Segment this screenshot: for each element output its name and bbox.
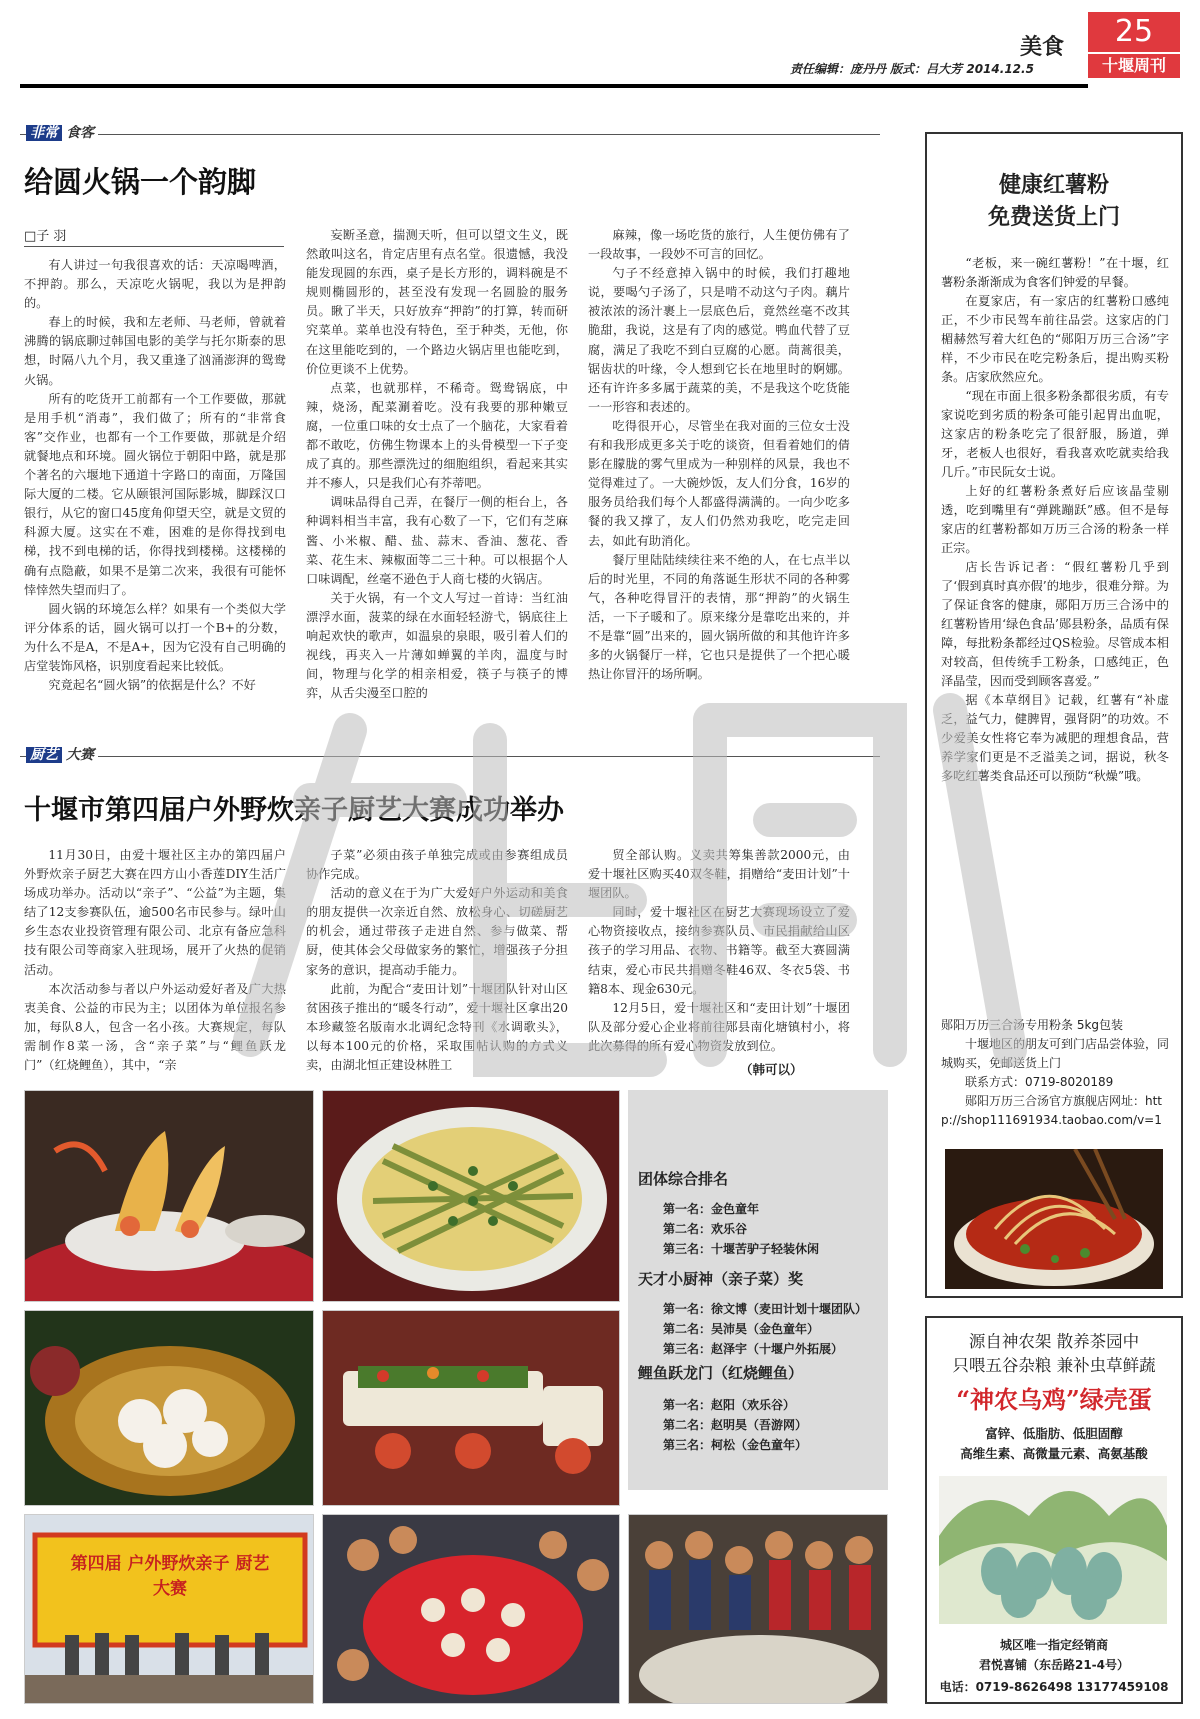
- ad-paragraph: “老板，来一碗红薯粉！”在十堰，红薯粉条渐渐成为食客们钟爱的早餐。: [941, 256, 1169, 289]
- photo-crowd-table: [322, 1514, 620, 1704]
- article-paragraph: 妄断圣意，揣测天听，但可以望文生义，既然敢叫这名，肯定店里有点名堂。很遗憾，我没能发现圆的东西，桌子是长方形的，调料碗是不规则椭圆形的，甚至没有发现一名圆脸的服务员。瞅了半天，只好放弃“押韵”的打算，转而研究菜单。菜单也没有特色，至于种类，无他，你在这里能吃到的，一个路边火锅店里也能吃到，价位更谈不上优势。: [306, 228, 568, 376]
- photo-noodle-bowl: [945, 1149, 1163, 1289]
- section-rule: [20, 756, 880, 757]
- ad-paragraph: 据《本草纲目》记载，红薯有“补虚乏，益气力，健脾胃，强肾阴”的功效。不少爱美女性将它奉为减肥的理想食品，营养学家们更是不乏溢美之词，据说，秋冬多吃红薯类食品还可以预防“秋燥”哦。: [941, 693, 1169, 783]
- photo-lattice-pastry-dish: [322, 1090, 620, 1302]
- masthead: [0, 0, 1200, 90]
- results-group-title: 鲤鱼跃龙门（红烧鲤鱼）: [638, 1364, 804, 1382]
- product-delivery: 十堰地区的朋友可到门店品尝体验，同城购买，免邮送货上门: [941, 1037, 1170, 1070]
- publication-brand: 十堰周刊: [1088, 54, 1180, 78]
- product-store-url[interactable]: 郧阳万历三合汤官方旗舰店网址：http://shop111691934.taobao.com/v=1: [941, 1094, 1163, 1127]
- article-paragraph: 活动的意义在于为广大爱好户外运动和美食的朋友提供一次亲近自然、放松身心、切磋厨艺的机会，通过带孩子走进自然、参与做菜、帮厨，使其体会父母做家务的繁忙，增强孩子分担家务的意识，提高动手能力。: [306, 886, 568, 977]
- egg-ad-feature-2: 高维生素、高微量元素、高氨基酸: [960, 1446, 1148, 1461]
- ad-paragraph: “现在市面上很多粉条都很劣质，有专家说吃到劣质的粉条可能引起胃出血呢，这家店的粉条吃完了很舒服，肠道，弹牙，老板人也很好，看我喜欢吃就卖给我几斤。”市民阮女士说。: [941, 389, 1169, 479]
- section-name: 美食: [1020, 34, 1065, 60]
- section-tag-rest: 大赛: [62, 747, 98, 763]
- stage-banner-text: 第四届 户外野炊亲子 厨艺大赛: [70, 1554, 270, 1599]
- masthead-rule: [20, 84, 1088, 88]
- article-paragraph: 12月5日，爱十堰社区和“麦田计划”十堰团队及部分爱心企业将前往郧县南化塘镇村小，将此次募得的所有爱心物资发放到位。: [588, 1000, 850, 1053]
- article-paragraph: 此前，为配合“麦田计划”十堰团队针对山区贫困孩子推出的“暖冬行动”，爱十堰社区拿出20本珍藏签名版南水北调纪念特刊《水调歌头》，以每本100元的价格，采取围帖认购的方式义卖，由湖北恒正建设林胜工: [306, 981, 568, 1073]
- article-paragraph: 吃得很开心，尽管坐在我对面的三位女士没有和我形成更多关于吃的谈资，但看着她们的倩影在朦胧的雾气里成为一种别样的风景，我也不觉得难过了。一大碗炒饭，友人们分食，16岁的服务员给我们每个人都盛得满满的。一向少吃多餐的我又撑了，友人们仍然劝我吃，吃完走回去，如此有助消化。: [588, 418, 850, 548]
- editor-credits: 责任编辑：庞丹丹 版式：吕大芳 2014.12.5: [790, 62, 1034, 76]
- results-item: 第二名：赵明昊（吾游网）: [663, 1418, 808, 1432]
- egg-ad-line-1: 源自神农架 散养茶园中: [968, 1332, 1140, 1351]
- product-phone: 联系方式：0719-8020189: [965, 1075, 1114, 1089]
- article-paragraph: 餐厅里陆陆续续往来不绝的人，在七点半以后的时光里，不同的角落诞生形状不同的各种雾气，各种吃得冒汗的表情，那“押韵”的火锅生活，一下子暖和了。原来缘分是靠吃出来的，并不是靠“圆”出来的，圆火锅所做的和其他许许多多的火锅餐厅一样，它也只是提供了一个把心暖热让你冒汗的场所啊。: [588, 552, 850, 682]
- ad-paragraph: 店长告诉记者：“假红薯粉几乎到了‘假到真时真亦假’的地步，很难分辩。为了保证食客的健康，郧阳万历三合汤中的红薯粉皆用‘绿色食品’郧县粉条，品质有保障，每批粉条都经过QS检验。尽管成本相对较高，但传统手工粉条，口感纯正，色泽晶莹，因而受到顾客喜爱。”: [941, 560, 1169, 688]
- ad-product-info: [941, 1016, 1171, 1130]
- byline-rule: [24, 246, 284, 247]
- section-tag-blue: 厨艺: [26, 747, 62, 763]
- article2-column-3: [588, 846, 850, 1060]
- results-item: 第一名：金色童年: [663, 1202, 760, 1216]
- results-item: 第三名：赵泽宇（十堰户外拓展）: [663, 1342, 844, 1356]
- product-package: 郧阳万历三合汤专用粉条 5kg包装: [941, 1018, 1124, 1032]
- results-item: 第一名：赵阳（欢乐谷）: [663, 1398, 796, 1412]
- ad-paragraph: 在夏家店，有一家店的红薯粉口感纯正，不少市民驾车前往品尝。这家店的门楣赫然写着大红色的“郧阳万历三合汤”字样，不少市民在吃完粉条后，提出购买粉条。店家欣然应允。: [941, 294, 1169, 384]
- competition-results-box: [628, 1090, 888, 1490]
- results-item: 第三名：十堰苦驴子轻装休闲: [663, 1242, 820, 1256]
- article1-column-1: [24, 256, 286, 728]
- article-paragraph: 11月30日，由爱十堰社区主办的第四届户外野炊亲子厨艺大赛在四方山小香莲DIY生活广场成功举办。活动以“亲子”、“公益”为主题，集结了12支参赛队伍，逾500名市民参与。绿叶山乡生态农业投资管理有限公司、北京有备应急科技有限公司等商家入驻现场，展开了火热的促销活动。: [24, 848, 286, 977]
- photo-event-stage: [24, 1514, 314, 1704]
- results-item: 第二名：吴沛昊（金色童年）: [663, 1322, 820, 1336]
- photo-judging-crowd: [628, 1514, 888, 1704]
- egg-ad-phone: 电话：0719-8626498 13177459108: [939, 1680, 1169, 1694]
- article-paragraph: 子菜”必须由孩子单独完成或由参赛组成员协作完成。: [306, 848, 568, 882]
- ad-body-text: [941, 254, 1169, 1006]
- article-paragraph: 圆火锅的环境怎么样？如果有一个类似大学评分体系的话，圆火锅可以打一个B+的分数，为什么不是A，不是A+，因为它没有自己明确的店堂装饰风格，识别度看起来比较低。: [24, 601, 286, 673]
- section-bar-chuyi: [20, 744, 900, 768]
- egg-ad-line-2: 只喂五谷杂粮 兼补虫草鲜蔬: [952, 1356, 1156, 1375]
- ad-paragraph: 上好的红薯粉条煮好后应该晶莹剔透，吃到嘴里有“弹跳蹦跃”感。但不是每家店的红薯粉都如万历三合汤的粉条一样正宗。: [941, 484, 1169, 555]
- article1-title: 给圆火锅一个韵脚: [24, 165, 257, 199]
- article1-column-3: [588, 226, 850, 728]
- article-paragraph: 麻辣，像一场吃货的旅行，人生便仿佛有了一段故事，一段妙不可言的回忆。: [588, 228, 850, 262]
- article-paragraph: 关于火锅，有一个文人写过一首诗：当红油漂浮水面，菠菜的绿在水面轻轻游弋，锅底往上响起欢快的歌声，如温泉的泉眼，吸引着人们的视线，再夹入一片薄如蝉翼的羊肉，温度与时间，物理与化学的相亲相爱，筷子与筷子的博弈，从舌尖漫至口腔的: [306, 590, 568, 701]
- section-rule: [20, 134, 880, 135]
- article-paragraph: 本次活动参与者以户外运动爱好者及广大热衷美食、公益的市民为主；以团体为单位报名参加，每队8人，包含一名小孩。大赛规定，每队需制作8菜一汤，含“亲子菜”与“鲤鱼跃龙门”（红烧鲤鱼），其中，“亲: [24, 981, 286, 1073]
- ad-title-line-2: 免费送货上门: [987, 204, 1120, 230]
- article2-author: （韩可以）: [740, 1062, 803, 1077]
- photo-green-eggs: [939, 1476, 1167, 1624]
- article2-column-1: [24, 846, 286, 1082]
- results-group-title: 天才小厨神（亲子菜）奖: [638, 1270, 804, 1288]
- section-tag: [20, 122, 104, 144]
- results-item: 第三名：柯松（金色童年）: [663, 1438, 808, 1452]
- article-paragraph: 春上的时候，我和左老师、马老师，曾就着沸腾的锅底聊过韩国电影的美学与托尔斯泰的思想，时隔八九个月，我又重逢了汹涌澎湃的鸳鸯火锅。: [24, 315, 286, 387]
- article-paragraph: 同时，爱十堰社区在厨艺大赛现场设立了爱心物资接收点，接纳参赛队员、市民捐献给山区孩子的学习用品、衣物、书籍等。截至大赛圆满结束，爱心市民共捐赠冬鞋46双、冬衣5袋、书籍8本、现金630元。: [588, 905, 850, 996]
- article2-title: 十堰市第四届户外野炊亲子厨艺大赛成功举办: [24, 795, 564, 826]
- article-paragraph: 究竟起名“圆火锅”的依据是什么？不好: [48, 678, 256, 693]
- section-tag-rest: 食客: [62, 125, 98, 141]
- article-paragraph: 所有的吃货开工前都有一个工作要做，那就是用手机“消毒”，我们做了；所有的“非常食客”交作业，也都有一个工作要做，那就是介绍就餐地点和环境。圆火锅位于朝阳中路，就是那个著名的六堰地下通道十字路口的南面，万隆国际大厦的二楼。它从颐银河国际影城，脚踩汉口银行，从它的窗口45度角仰望天空，就是文贸的科源大厦。这实在不难，困难的是你得找到电梯，找不到电梯的话，你得找到楼梯。这楼梯的确有点隐蔽，如果不是第二次来，我很有可能怀悻悻然失望而归了。: [24, 391, 286, 597]
- egg-ad-dealer: 城区唯一指定经销商: [999, 1638, 1108, 1652]
- ad-title-line-1: 健康红薯粉: [998, 172, 1109, 198]
- section-bar-feichang: [20, 122, 900, 146]
- results-group-title: 团体综合排名: [638, 1170, 729, 1188]
- results-item: 第二名：欢乐谷: [663, 1222, 748, 1236]
- sweet-potato-noodle-ad: [925, 132, 1183, 1298]
- photo-carved-shrimp-dish: [24, 1090, 314, 1302]
- article-paragraph: 点菜，也就那样，不稀奇。鸳鸯锅底，中辣，烧汤，配菜涮着吃。没有我要的那种嫩豆腐，一位重口味的女士点了一个脑花，大家看着都不敢吃，仿佛生物课本上的头骨模型一下子变成了真的。那些漂洗过的细胞组织，看起来其实并不瘆人，只是我们心有芥蒂吧。: [306, 380, 568, 491]
- photo-bird-nest-dish: [24, 1310, 314, 1506]
- article1-column-2: [306, 226, 568, 728]
- results-item: 第一名：徐文博（麦田计划十堰团队）: [663, 1302, 868, 1316]
- photo-carved-truck-dish: [322, 1310, 620, 1506]
- egg-ad-title: “神农乌鸡”绿壳蛋: [956, 1385, 1152, 1414]
- page-number: 25: [1088, 12, 1180, 52]
- article-paragraph: 调味品得自己弄，在餐厅一侧的柜台上，各种调料相当丰富，我有心数了一下，它们有芝麻酱、小米椒、醋、盐、蒜末、香油、葱花、香菜、花生末、辣椒面等二三十种。可以根据个人口味调配，丝毫不逊色于人商七楼的火锅店。: [306, 495, 568, 586]
- section-tag-blue: 非常: [26, 125, 62, 141]
- article-paragraph: 勺子不经意掉入锅中的时候，我们打趣地说，要喝勺子汤了，只是啃不动这勺子肉。藕片被浓浓的汤汁裹上一层底色后，竟然丝毫不改其脆甜，我说，这是有了肉的感觉。鸭血代替了豆腐，满足了我吃不到白豆腐的心愿。茼蒿很美，锯齿状的叶缘，令人想到它长在地里时的婀娜。还有许许多多属于蔬菜的美，不是我这个吃货能一一形容和表述的。: [588, 266, 850, 414]
- article2-column-2: [306, 846, 568, 1082]
- section-tag: [20, 744, 104, 766]
- egg-ad-feature-1: 富锌、低脂肪、低胆固醇: [985, 1426, 1123, 1441]
- egg-ad-shop: 君悦喜铺（东岳路21-4号）: [978, 1658, 1130, 1672]
- article-paragraph: 贸全部认购。义卖共筹集善款2000元，由爱十堰社区购买40双冬鞋，捐赠给“麦田计划”十堰团队。: [588, 848, 850, 901]
- green-shell-egg-ad: [925, 1316, 1183, 1704]
- article-paragraph: 有人讲过一句我很喜欢的话：天凉喝啤酒，不押韵。那么，天凉吃火锅呢，我以为是押韵的。: [24, 258, 286, 311]
- article1-byline: □子 羽: [24, 229, 67, 244]
